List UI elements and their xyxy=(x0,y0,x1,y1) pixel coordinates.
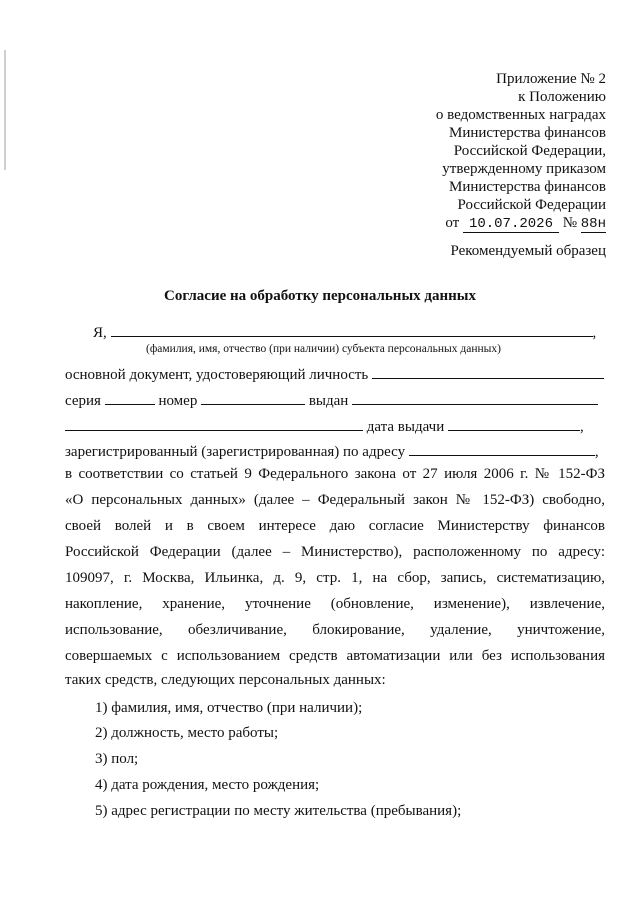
issued-by-field[interactable] xyxy=(352,390,598,405)
issue-date-field[interactable] xyxy=(448,416,580,431)
identity-document-line xyxy=(65,364,604,384)
appendix-header xyxy=(436,70,606,233)
passport-line xyxy=(65,390,598,410)
header-line: Министерства финансов xyxy=(449,179,606,195)
scan-margin-mark xyxy=(4,50,6,170)
paragraph-line: использование, обезличивание, блокирование, удаление, уничтожение, xyxy=(65,622,605,638)
paragraph-line: в соответствии со статьей 9 Федерального закона от 27 июля 2006 г. № 152-ФЗ xyxy=(65,466,605,482)
issue-date-line xyxy=(65,416,584,436)
paragraph-line: 109097, г. Москва, Ильинка, д. 9, стр. 1, на сбор, запись, систематизацию, xyxy=(65,570,605,586)
i-label: Я, xyxy=(93,325,107,341)
comma: , xyxy=(594,444,599,460)
list-item: 3) пол; xyxy=(95,751,139,767)
header-line: о ведомственных наградах xyxy=(435,107,606,123)
paragraph-last-line: таких средств, следующих персональных данных: xyxy=(65,672,386,688)
address-line xyxy=(65,441,599,461)
order-date-line xyxy=(436,214,606,233)
number-prefix: № xyxy=(562,215,578,231)
order-number: 88н xyxy=(580,216,606,232)
paragraph-line: «О персональных данных» (далее – Федеральный закон № 152-ФЗ) свободно, xyxy=(65,492,605,508)
header-line: к Положению xyxy=(518,89,606,105)
number-label: номер xyxy=(158,393,198,409)
header-line: Министерства финансов xyxy=(449,125,606,141)
name-caption: (фамилия, имя, отчество (при наличии) субъекта персональных данных) xyxy=(146,343,501,355)
issue-date-label: дата выдачи xyxy=(366,419,445,435)
paragraph-line: Российской Федерации (далее – Министерство), расположенному по адресу: xyxy=(65,544,605,560)
document-number-field[interactable] xyxy=(201,390,305,405)
header-line: утвержденному приказом xyxy=(442,161,606,177)
list-item: 1) фамилия, имя, отчество (при наличии); xyxy=(95,700,363,716)
registered-address-field[interactable] xyxy=(409,441,595,456)
list-item: 4) дата рождения, место рождения; xyxy=(95,777,320,793)
list-item: 2) должность, место работы; xyxy=(95,725,279,741)
full-name-field[interactable] xyxy=(111,322,593,337)
list-item: 5) адрес регистрации по месту жительства (пребывания); xyxy=(95,803,462,819)
header-line: Приложение № 2 xyxy=(496,71,606,87)
header-line: Российской Федерации xyxy=(457,197,606,213)
order-date: 10.07.2026 xyxy=(463,216,559,233)
identity-document-label: основной документ, удостоверяющий личность xyxy=(65,367,369,383)
series-label: серия xyxy=(65,393,101,409)
comma: , xyxy=(579,419,584,435)
header-line: Российской Федерации, xyxy=(453,143,606,159)
recommended-sample-label: Рекомендуемый образец xyxy=(450,243,606,259)
issued-by-field-cont[interactable] xyxy=(65,416,363,431)
registered-address-label: зарегистрированный (зарегистрированная) по адресу xyxy=(65,444,406,460)
identity-document-field[interactable] xyxy=(372,364,604,379)
document-title: Согласие на обработку персональных данных xyxy=(163,288,476,304)
paragraph-line: своей волей и в своем интересе даю согласие Министерству финансов xyxy=(65,518,605,534)
date-prefix: от xyxy=(445,215,460,231)
issued-label: выдан xyxy=(308,393,349,409)
name-line xyxy=(93,322,596,342)
series-field[interactable] xyxy=(105,390,155,405)
paragraph-line: накопление, хранение, уточнение (обновление, изменение), извлечение, xyxy=(65,596,605,612)
paragraph-line: совершаемых с использованием средств автоматизации или без использования xyxy=(65,648,605,664)
comma: , xyxy=(592,325,597,341)
